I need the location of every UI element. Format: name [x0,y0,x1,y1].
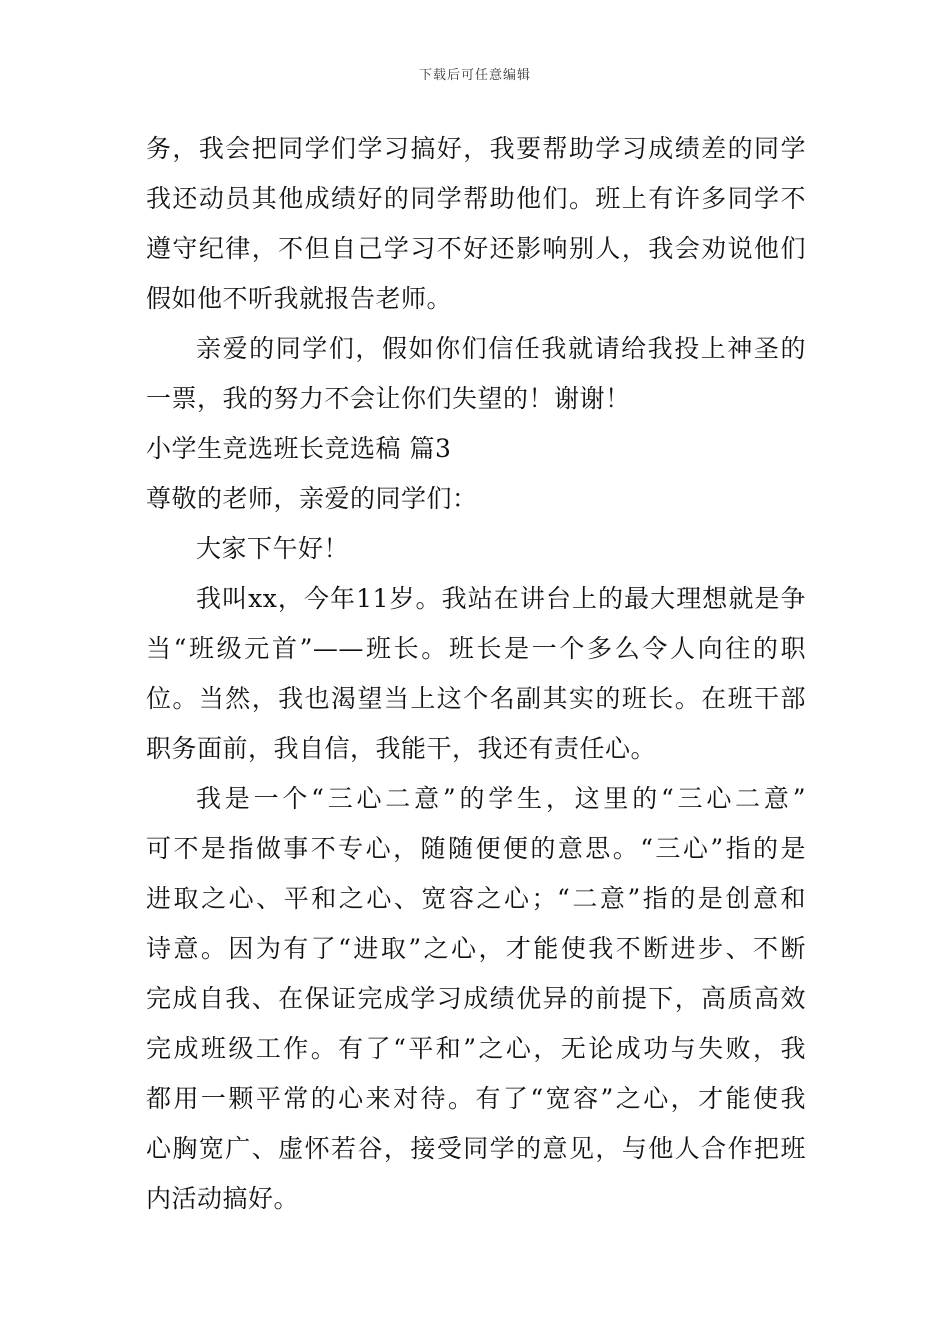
page-header: 下载后可任意编辑 [418,68,531,83]
document-body [146,124,806,1224]
body-line: 内活动搞好。 [146,1184,300,1213]
body-line: 都用一颗平常的心来对待。有了“宽容”之心，才能使我 [146,1084,806,1113]
body-line: 位。当然，我也渴望当上这个名副其实的班长。在班干部 [146,684,806,713]
body-line: 职务面前，我自信，我能干，我还有责任心。 [146,734,657,763]
body-line: 我是一个“三心二意”的学生，这里的“三心二意” [196,784,806,813]
body-line: 遵守纪律，不但自己学习不好还影响别人，我会劝说他们 [146,234,806,263]
salutation: 尊敬的老师，亲爱的同学们： [146,484,478,513]
body-line: 完成班级工作。有了“平和”之心，无论成功与失败，我 [146,1034,806,1063]
body-line: 亲爱的同学们，假如你们信任我就请给我投上神圣的 [196,334,806,363]
body-line: 一票，我的努力不会让你们失望的！谢谢！ [146,384,631,413]
body-line: 完成自我、在保证完成学习成绩优异的前提下，高质高效 [146,984,806,1013]
body-line: 诗意。因为有了“进取”之心，才能使我不断进步、不断 [146,934,806,963]
body-line: 我还动员其他成绩好的同学帮助他们。班上有许多同学不 [146,184,806,213]
body-line: 假如他不听我就报告老师。 [146,284,453,313]
greeting: 大家下午好！ [196,534,350,563]
section-title: 小学生竞选班长竞选稿 篇3 [146,434,452,463]
body-line: 务，我会把同学们学习搞好，我要帮助学习成绩差的同学 [146,134,806,163]
body-line: 我叫xx，今年11岁。我站在讲台上的最大理想就是争 [196,584,806,613]
body-line: 进取之心、平和之心、宽容之心；“二意”指的是创意和 [146,884,806,913]
body-line: 心胸宽广、虚怀若谷，接受同学的意见，与他人合作把班 [146,1134,806,1163]
body-line: 当“班级元首”——班长。班长是一个多么令人向往的职 [146,634,806,663]
body-line: 可不是指做事不专心，随随便便的意思。“三心”指的是 [146,834,806,863]
